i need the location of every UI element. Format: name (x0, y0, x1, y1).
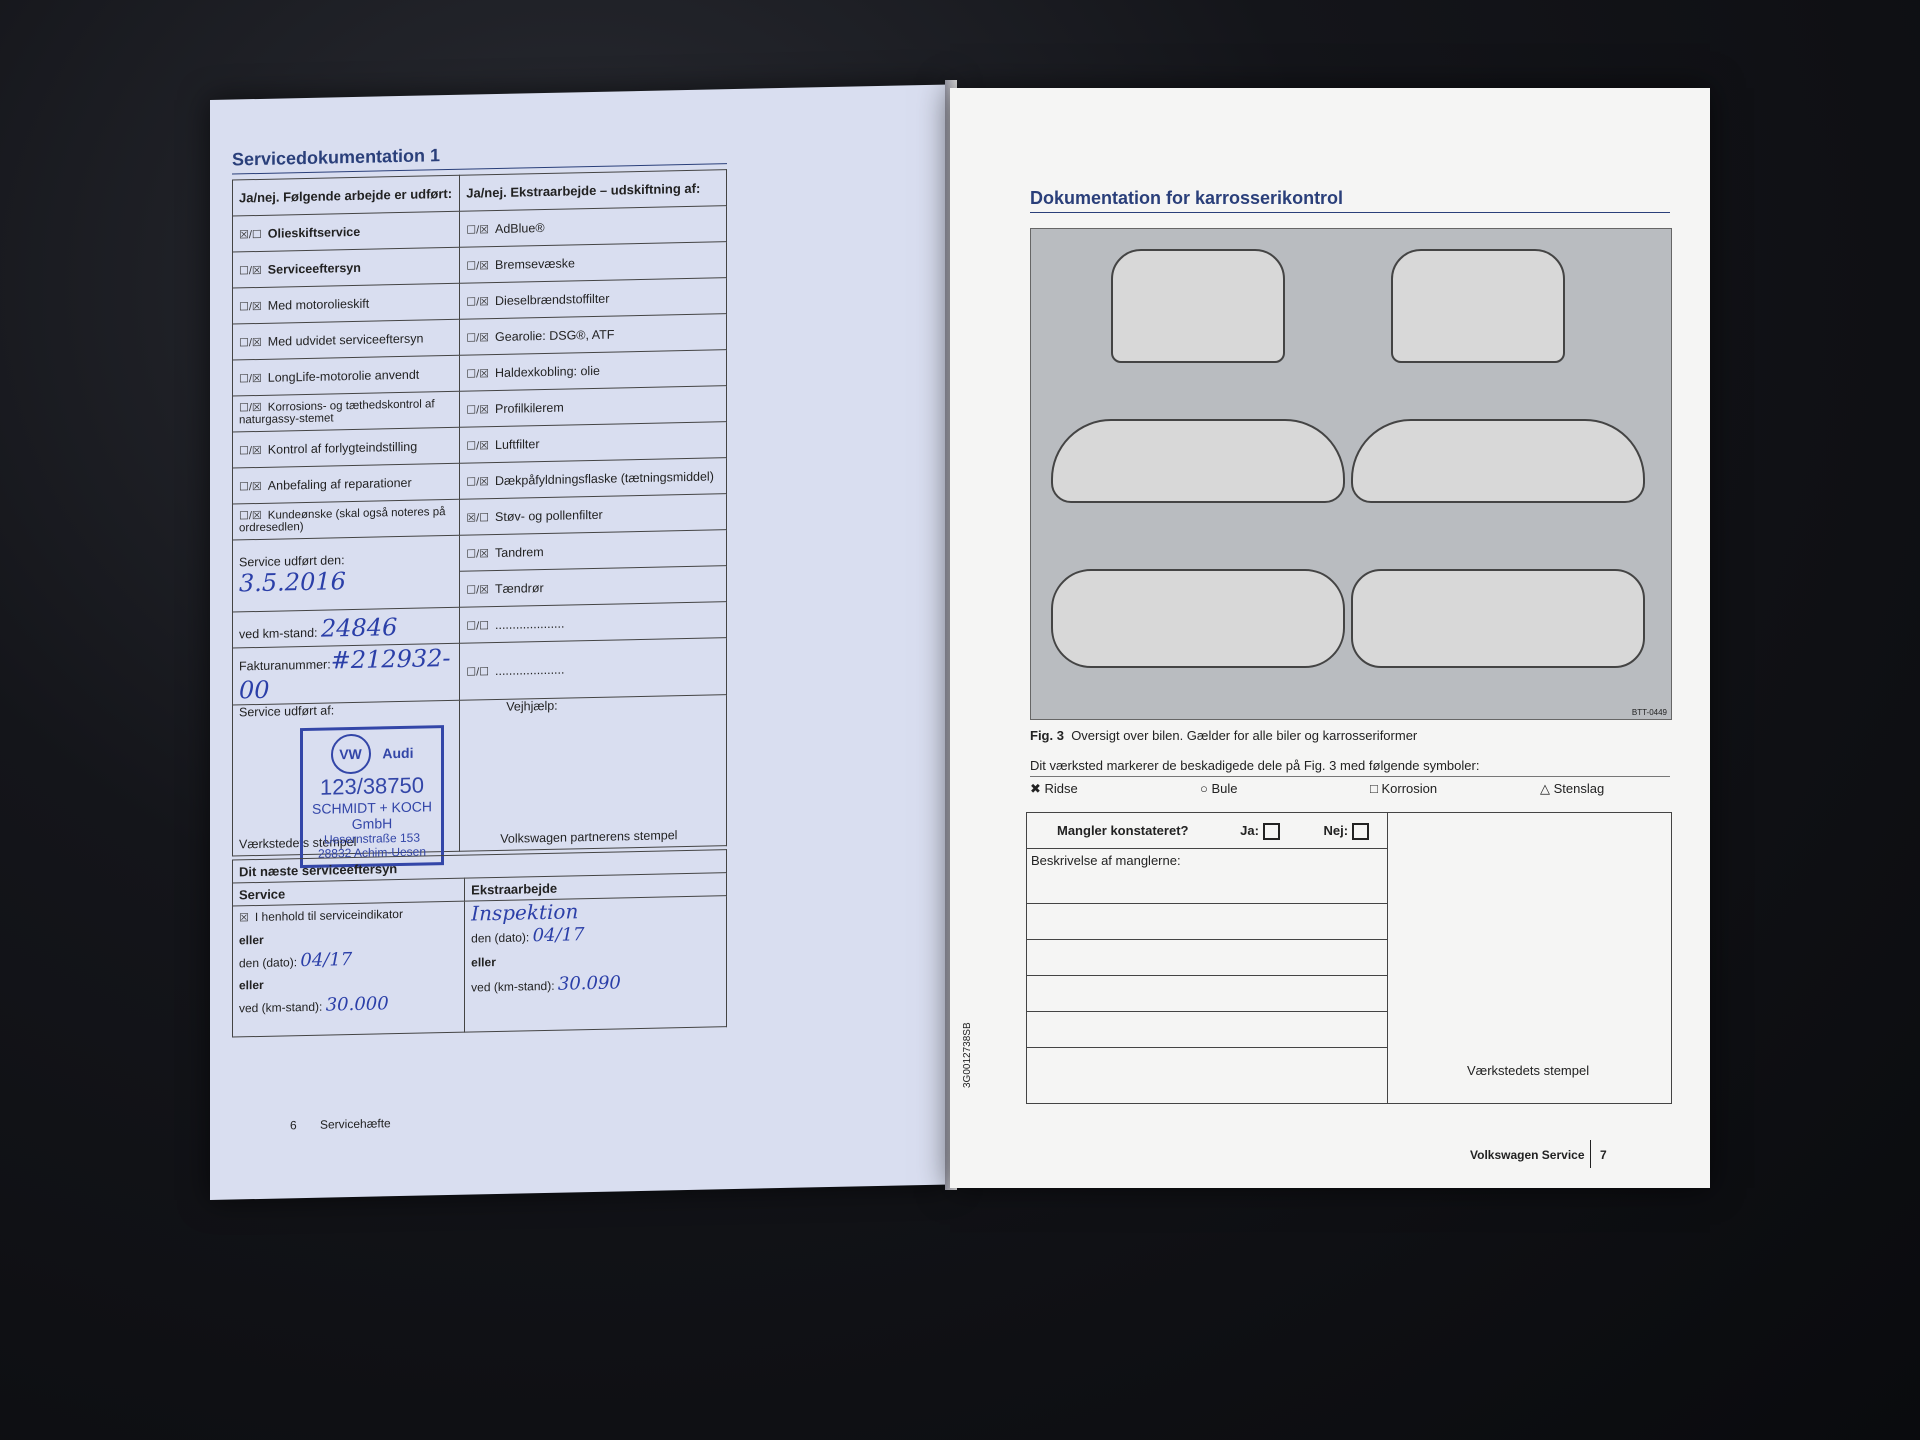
car-overview-figure (1030, 228, 1672, 720)
figure-caption: Fig. 3 Oversigt over bilen. Gælder for alle biler og karrosseriformer (1030, 728, 1418, 743)
invoice-handwriting: #212932-00 (239, 643, 451, 705)
page-title: Servicedokumentation 1 (232, 145, 441, 170)
service-date-cell: Service udført den: 3.5.2016 (233, 535, 460, 612)
left-page (210, 84, 950, 1200)
symbol-dent: ○ Bule (1200, 781, 1238, 796)
next-service-cell: ☒ I henhold til serviceindikator eller den (dato): 04/17 eller ved (km-stand): 30.000 (233, 901, 465, 1037)
check-row: ☐/☒ Kontrol af forlygteindstilling (233, 427, 460, 468)
workshop-stamp-label: Værkstedets stempel (1467, 1063, 1590, 1078)
extra-work-cell: Inspektion den (dato): 04/17 eller ved (km-stand): 30.090 (465, 896, 727, 1032)
check-row: ☐/☒ Anbefaling af reparationer (233, 463, 460, 504)
checkbox-icon: ☐/☒ (466, 223, 490, 237)
check-row: ☐/☒ AdBlue® (460, 206, 727, 248)
audi-logo-icon: Audi (382, 744, 414, 762)
check-row: ☐/☒ Luftfilter (460, 422, 727, 464)
check-row: ☐/☐ .................... (460, 638, 727, 701)
car-underbody-view (1351, 569, 1645, 668)
next-service-table: Dit næste serviceeftersyn Service Ekstraarbejde ☒ I henhold til serviceindikator eller den (dato): 04/17 eller ved (km-stand): 30.000 Inspektion den (dato): 04/17 eller ved (km-stand): 30.090 (232, 849, 727, 1037)
check-row: ☐/☒ Tændrør (460, 566, 727, 608)
check-row: ☐/☒ Gearolie: DSG®, ATF (460, 314, 727, 356)
check-row: ☐/☒ Dækpåfyldningsflaske (tætningsmiddel) (460, 458, 727, 500)
symbols-intro: Dit værksted markerer de beskadigede dele på Fig. 3 med følgende symboler: (1030, 758, 1480, 773)
defects-question-row: Mangler konstateret? Ja: Nej: (1027, 813, 1387, 849)
check-row: ☐/☒ Med udvidet serviceeftersyn (233, 319, 460, 360)
car-side-left (1051, 419, 1345, 503)
page-footer: Servicehæfte (320, 1116, 391, 1132)
km-cell: ved km-stand: 24846 (233, 607, 460, 648)
defects-description-label: Beskrivelse af manglerne: (1031, 853, 1181, 868)
checkbox-icon: ☒/☐ (239, 228, 262, 241)
defects-box (1026, 812, 1672, 1104)
check-row: ☒/☐ Støv- og pollenfilter (460, 494, 727, 536)
check-row: ☐/☐ .................... (460, 602, 727, 644)
check-row: ☐/☒ Serviceeftersyn (233, 247, 460, 288)
car-rear-view (1111, 249, 1285, 363)
no-checkbox (1352, 823, 1369, 840)
performed-by-cell: Service udført af: Værkstedets stempel (233, 700, 460, 856)
page-number-right: 7 (1600, 1148, 1607, 1162)
service-booklet (210, 60, 1720, 1180)
check-row: ☐/☒ Tandrem (460, 530, 727, 572)
page-number: 6 (290, 1118, 297, 1133)
figure-code: BTT-0449 (1631, 708, 1667, 717)
symbol-scratch: ✖ Ridse (1030, 781, 1078, 796)
side-code: 3G0012738SB (962, 1022, 973, 1088)
check-row: ☐/☒ Haldexkobling: olie (460, 350, 727, 392)
roadside-cell: Vejhjælp: Volkswagen partnerens stempel (460, 695, 727, 852)
footer-brand: Volkswagen Service (1470, 1148, 1585, 1162)
car-front-view (1391, 249, 1565, 363)
page-title-right: Dokumentation for karrosserikontrol (1030, 188, 1344, 208)
check-row: ☒/☐ Olieskiftservice (233, 211, 460, 252)
dealer-stamp: VW Audi 123/38750 SCHMIDT + KOCH GmbH Uesernstraße 153 28832 Achim-Uesen (300, 725, 444, 868)
check-row: ☐/☒ Korrosions- og tæthedskontrol af naturgassy-stemet (233, 391, 460, 432)
car-top-view (1051, 569, 1345, 668)
yes-checkbox (1263, 823, 1280, 840)
invoice-cell: Fakturanummer:#212932-00 (233, 643, 460, 705)
check-row: ☐/☒ LongLife-motorolie anvendt (233, 355, 460, 396)
km-handwriting: 24846 (321, 612, 398, 643)
check-row: ☐/☒ Bremsevæske (460, 242, 727, 284)
check-row: ☐/☒ Kundeønske (skal også noteres på ordresedlen) (233, 499, 460, 540)
check-row: ☐/☒ Med motorolieskift (233, 283, 460, 324)
symbol-stone-chip: △ Stenslag (1540, 781, 1605, 796)
col2-header: Ja/nej. Ekstraarbejde – udskiftning af: (460, 170, 727, 212)
service-date-handwriting: 3.5.2016 (239, 566, 346, 597)
col1-header: Ja/nej. Følgende arbejde er udført: (233, 175, 460, 216)
right-page (950, 88, 1710, 1188)
vw-logo-icon: VW (331, 734, 371, 775)
check-row: ☐/☒ Profilkilerem (460, 386, 727, 428)
car-side-right (1351, 419, 1645, 503)
check-row: ☐/☒ Dieselbrændstoffilter (460, 278, 727, 320)
symbol-corrosion: □ Korrosion (1370, 781, 1438, 796)
